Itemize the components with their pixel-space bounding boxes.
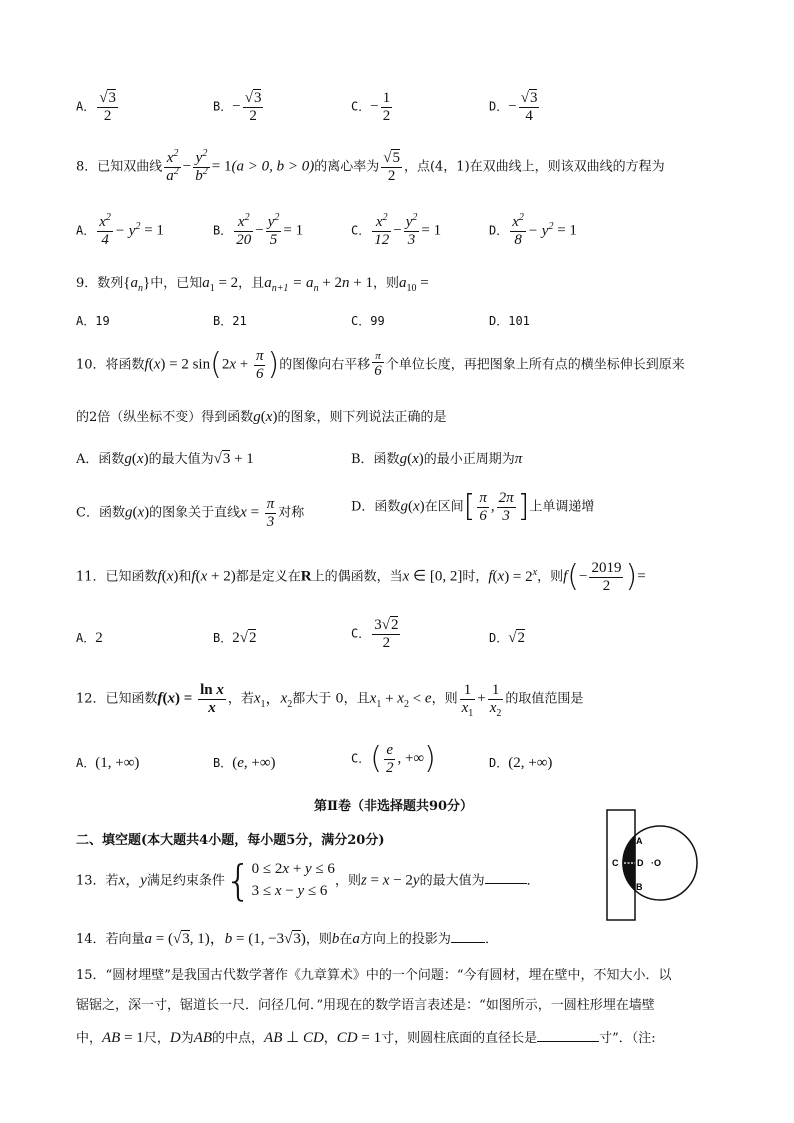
q11-stem: 11．已知函数f(x)和f(x + 2)都是定义在R上的偶函数，当x ∈ [0, 2]时，$f(x) = 2^x$，则f(− $\frac{2019}{2}$ )= (76, 559, 646, 594)
q12-option-a: A．(1, +∞) (76, 755, 140, 771)
label-d: D (637, 858, 644, 868)
q12-stem: 12．已知函数f(x) = $\frac{\text{ln x}}{x}$ ，若$x_1$，$x_2$都大于 0，且$x_1 + x_2 < e$，则 $\frac{1}{x_1}$ + $\frac{1}{x_2}$ 的取值范围是 (76, 682, 584, 719)
label-o: ·O (651, 858, 661, 868)
q8-option-b: B． $\frac{x^2}{20}$ − $\frac{y^2}{5}$ = 1 (213, 212, 304, 248)
fill-in-heading: 二、填空题(本大题共4小题，每小题5分，满分20分) (76, 833, 385, 848)
q10-option-a: A．函数g(x)的最大值为√3 + 1 (76, 451, 254, 467)
q8-option-c: C． $\frac{x^2}{12}$ − $\frac{y^2}{3}$ = 1 (351, 212, 442, 248)
q11-option-a: A．2 (76, 630, 103, 646)
q7-option-b: B．− $\frac{√3}{2}$ (213, 90, 262, 124)
q10-option-b: B．函数g(x)的最小正周期为π (351, 451, 523, 467)
q9-stem: 9．数列$\{a_n\}$中，已知$a_1 = 2$，且$a_{n+1} = a_n + 2n + 1$，则$a_{10}$ = (76, 275, 429, 294)
q14-stem: 14．若向量a = (√3, 1)，b = (1, −3√3)，则b在a方向上的投影为 ． (76, 931, 498, 947)
q9-option-c: C．99 (351, 314, 385, 328)
section-title: 第Ⅱ卷（非选择题共90分） (314, 799, 474, 814)
q7-option-a: A． $\frac{√3}{2}$ (76, 90, 116, 124)
q10-line2: 的2倍（纵坐标不变）得到函数g(x)的图象，则下列说法正确的是 (76, 409, 447, 425)
cylinder-wall-figure (600, 808, 700, 922)
q11-option-d: D．√2 (489, 630, 525, 646)
q10-stem: 10．将函数f(x) = 2 sin(2x + $\frac{\pi}{6}$ )的图像向右平移 $\frac{\pi}{6}$ 个单位长度，再把图象上所有点的横坐标伸长到原来 (76, 347, 685, 382)
q9-option-a: A．19 (76, 314, 110, 328)
q8-stem: 8．已知双曲线 $\frac{x^2}{a^2}$ − $\frac{y^2}{b^2}$ = 1(a > 0, b > 0)的离心率为 $\frac{√5}{2}$ ，点(4，1)在双曲线上，则该双曲线的方程为 (76, 148, 665, 184)
q11-option-c: C． $\frac{3√2}{2}$ (351, 617, 399, 651)
q11-option-b: B．2√2 (213, 630, 257, 646)
label-c: C (612, 858, 619, 868)
q9-option-b: B．21 (213, 314, 247, 328)
q15-line3: 中，AB = 1尺，D为AB的中点，AB ⊥ CD，CD = 1寸，则圆柱底面的直径长是 寸”．（注: (76, 1030, 656, 1046)
q8-option-a: A． $\frac{x^2}{4}$ − $y^2 = 1$ (76, 212, 164, 248)
q7-option-d: D．− $\frac{√3}{4}$ (489, 90, 538, 124)
q13-stem: 13．若x，y满足约束条件{ 0 ≤ 2x + y ≤ 6 3 ≤ x − y ≤ 6 ，则z = x − 2y的最大值为 ． (76, 855, 540, 905)
q7-option-c: C．− $\frac{1}{2}$ (351, 90, 391, 124)
q10-option-d: D．函数g(x)在区间[ $\frac{\pi}{6}$ , $\frac{2\pi}{3}$ ]上单调递增 (351, 489, 595, 524)
q15-line1: 15．“圆材埋壁”是我国古代数学著作《九章算术》中的一个问题：“今有圆材，埋在壁中，不知大小．以 (76, 968, 672, 983)
q15-line2: 锯锯之，深一寸，锯道长一尺．问径几何．”用现在的数学语言表述是：“如图所示，一圆柱形埋在墙壁 (76, 998, 655, 1013)
q12-option-c: C．( $\frac{e}{2}$ , +∞) (351, 741, 436, 776)
q12-option-b: B．(e, +∞) (213, 755, 276, 771)
q8-option-d: D． $\frac{x^2}{8}$ − $y^2 = 1$ (489, 212, 577, 248)
label-a: A (636, 836, 643, 846)
q12-option-d: D．(2, +∞) (489, 755, 553, 771)
label-b: B (636, 882, 643, 892)
q10-option-c: C．函数g(x)的图象关于直线x = $\frac{\pi}{3}$ 对称 (76, 496, 305, 530)
q9-option-d: D．101 (489, 314, 530, 328)
